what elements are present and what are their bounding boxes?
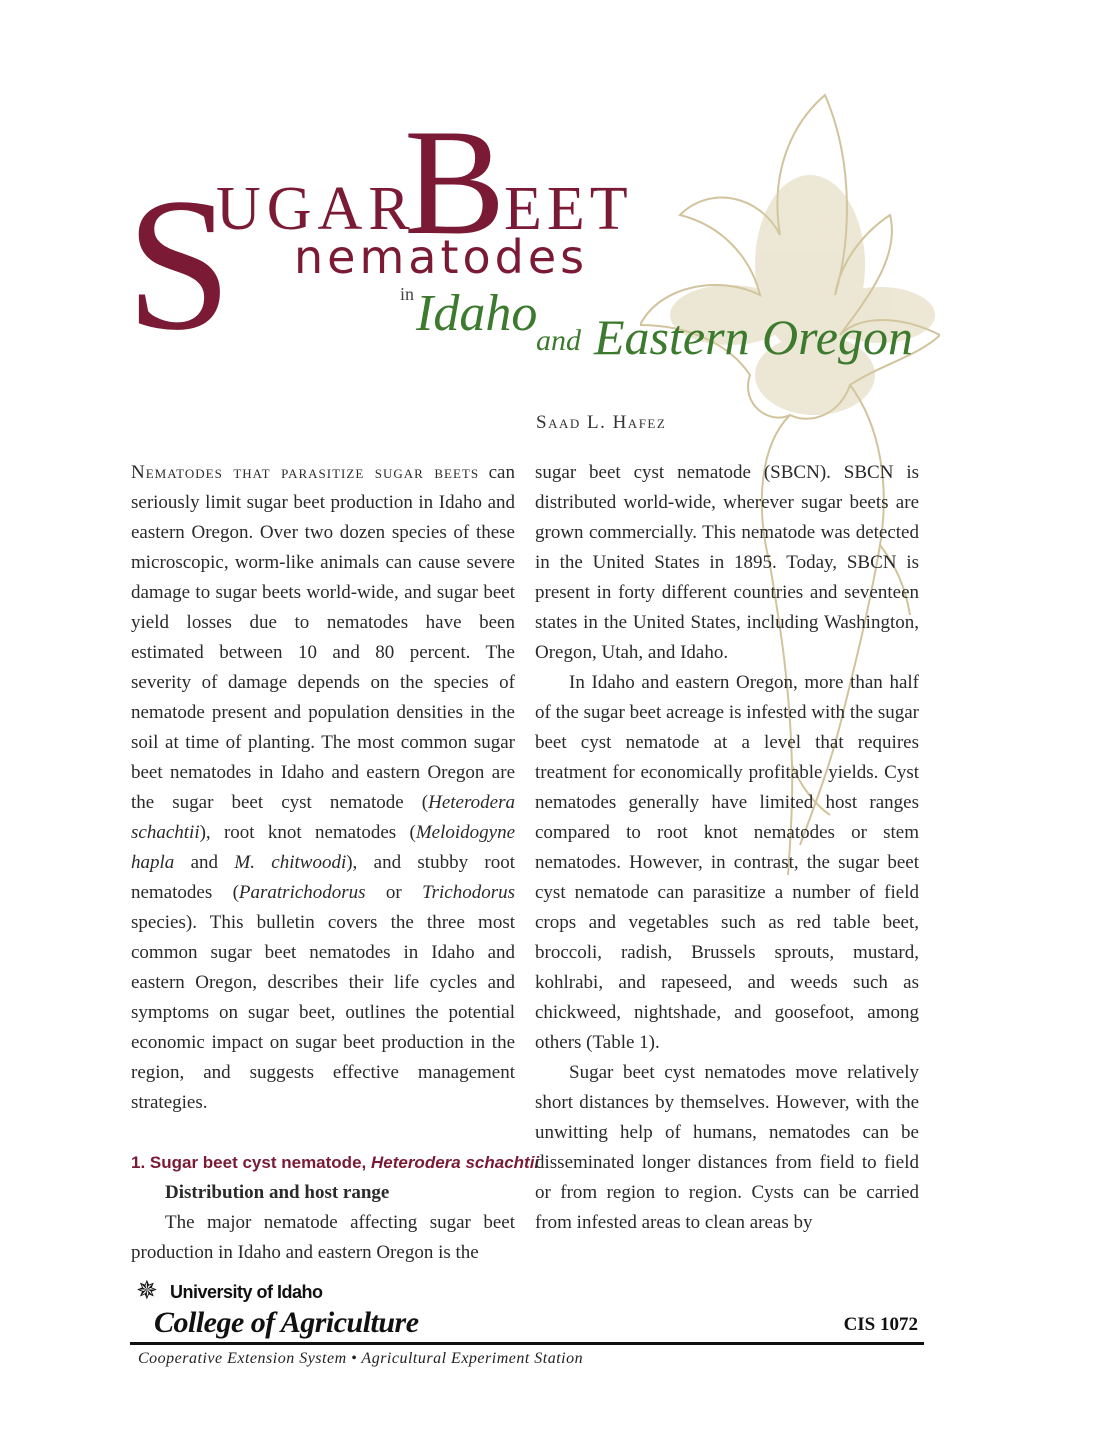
paragraph: In Idaho and eastern Oregon, more than half of the sugar beet acreage is infested with the sugar beet cyst nematode at a level that requires treatment for economically profitable yields. Cyst nematodes generally have limited host ranges compared to root knot nematodes or stem nematodes. However, in contrast, the sugar beet cyst nematode can parasitize a number of field crops and vegetables such as red table beet, broccoli, radish, Brussels sprouts, mustard, kohlrabi, and rapeseed, and weeds such as chickweed, nightshade, and goosefoot, among others (Table 1).: [535, 672, 919, 1053]
title-initial-b: B: [404, 98, 506, 266]
title-eet: EET: [504, 175, 633, 243]
species-paratrichodorus: Paratrichodorus: [238, 882, 366, 903]
section-heading-species: Heterodera schachtii: [370, 1153, 540, 1172]
paragraph: The major nematode affecting sugar beet production in Idaho and eastern Oregon is the: [131, 1212, 515, 1263]
university-name: University of Idaho: [170, 1282, 323, 1302]
footer: [130, 1270, 930, 1380]
species-meloidogyne: Meloidogyne hapla: [131, 822, 515, 873]
intro-text-2: ), root knot nematodes (: [199, 822, 416, 843]
intro-text-4: ), and stubby root nematodes (: [131, 852, 516, 903]
species-trichodorus: Trichodorus: [422, 882, 515, 903]
author-name: Saad L. Hafez: [536, 412, 667, 433]
right-column: [535, 458, 919, 1238]
intro-text-3: and: [174, 852, 235, 873]
paragraph: Sugar beet cyst nematodes move relatively short distances by themselves. However, with the unwitting help of humans, nematodes can be disseminated longer distances from field to field or from region to region. Cysts can be carried from infested areas to clean areas by: [535, 1062, 919, 1233]
subheading: Distribution and host range: [165, 1182, 390, 1203]
left-column: [131, 458, 540, 1268]
publication-number: CIS 1072: [843, 1314, 918, 1335]
intro-paragraph: [131, 458, 515, 1118]
title-block: [0, 0, 1113, 380]
species-heterodera: Heterodera schachtii: [131, 792, 515, 843]
title-idaho: Idaho: [416, 285, 538, 342]
title-nematodes: nematodes: [294, 230, 589, 284]
title-initial-s: S: [126, 160, 232, 370]
intro-lead: Nematodes that parasitize sugar beets: [131, 462, 480, 483]
section-heading: [131, 1148, 540, 1178]
title-ugar: UGAR: [216, 175, 416, 243]
title-eastern-oregon: Eastern Oregon: [594, 309, 913, 365]
section-heading-text: 1. Sugar beet cyst nematode,: [131, 1153, 371, 1172]
intro-text-5: or: [365, 882, 423, 903]
university-logo-icon: ✵: [136, 1276, 158, 1305]
college-name: College of Agriculture: [154, 1306, 419, 1339]
footer-rule: [130, 1342, 924, 1345]
footer-tagline: Cooperative Extension System • Agricultural Experiment Station: [138, 1350, 584, 1367]
species-chitwoodi: M. chitwoodi: [234, 852, 347, 873]
intro-text: can seriously limit sugar beet production in Idaho and eastern Oregon. Over two dozen species of these microscopic, worm-like animals can cause severe damage to sugar beets world-wide, and sugar beet yield losses due to nematodes have been estimated between 10 and 80 percent. The severity of damage depends on the species of nematode present and population densities in the soil at time of planting. The most common sugar beet nematodes in Idaho and eastern Oregon are the sugar beet cyst nematode (: [131, 462, 515, 813]
title-in: in: [400, 284, 415, 304]
title-and: and: [536, 324, 581, 357]
intro-text-6: species). This bulletin covers the three most common sugar beet nematodes in Idaho and eastern Oregon, describes their life cycles and symptoms on sugar beet, outlines the potential economic impact on sugar beet production in the region, and suggests effective management strategies.: [131, 912, 515, 1113]
paragraph: sugar beet cyst nematode (SBCN). SBCN is distributed world-wide, wherever sugar beets are grown commercially. This nematode was detected in the United States in 1895. Today, SBCN is present in forty different countries and seventeen states in the United States, including Washington, Oregon, Utah, and Idaho.: [535, 462, 919, 663]
